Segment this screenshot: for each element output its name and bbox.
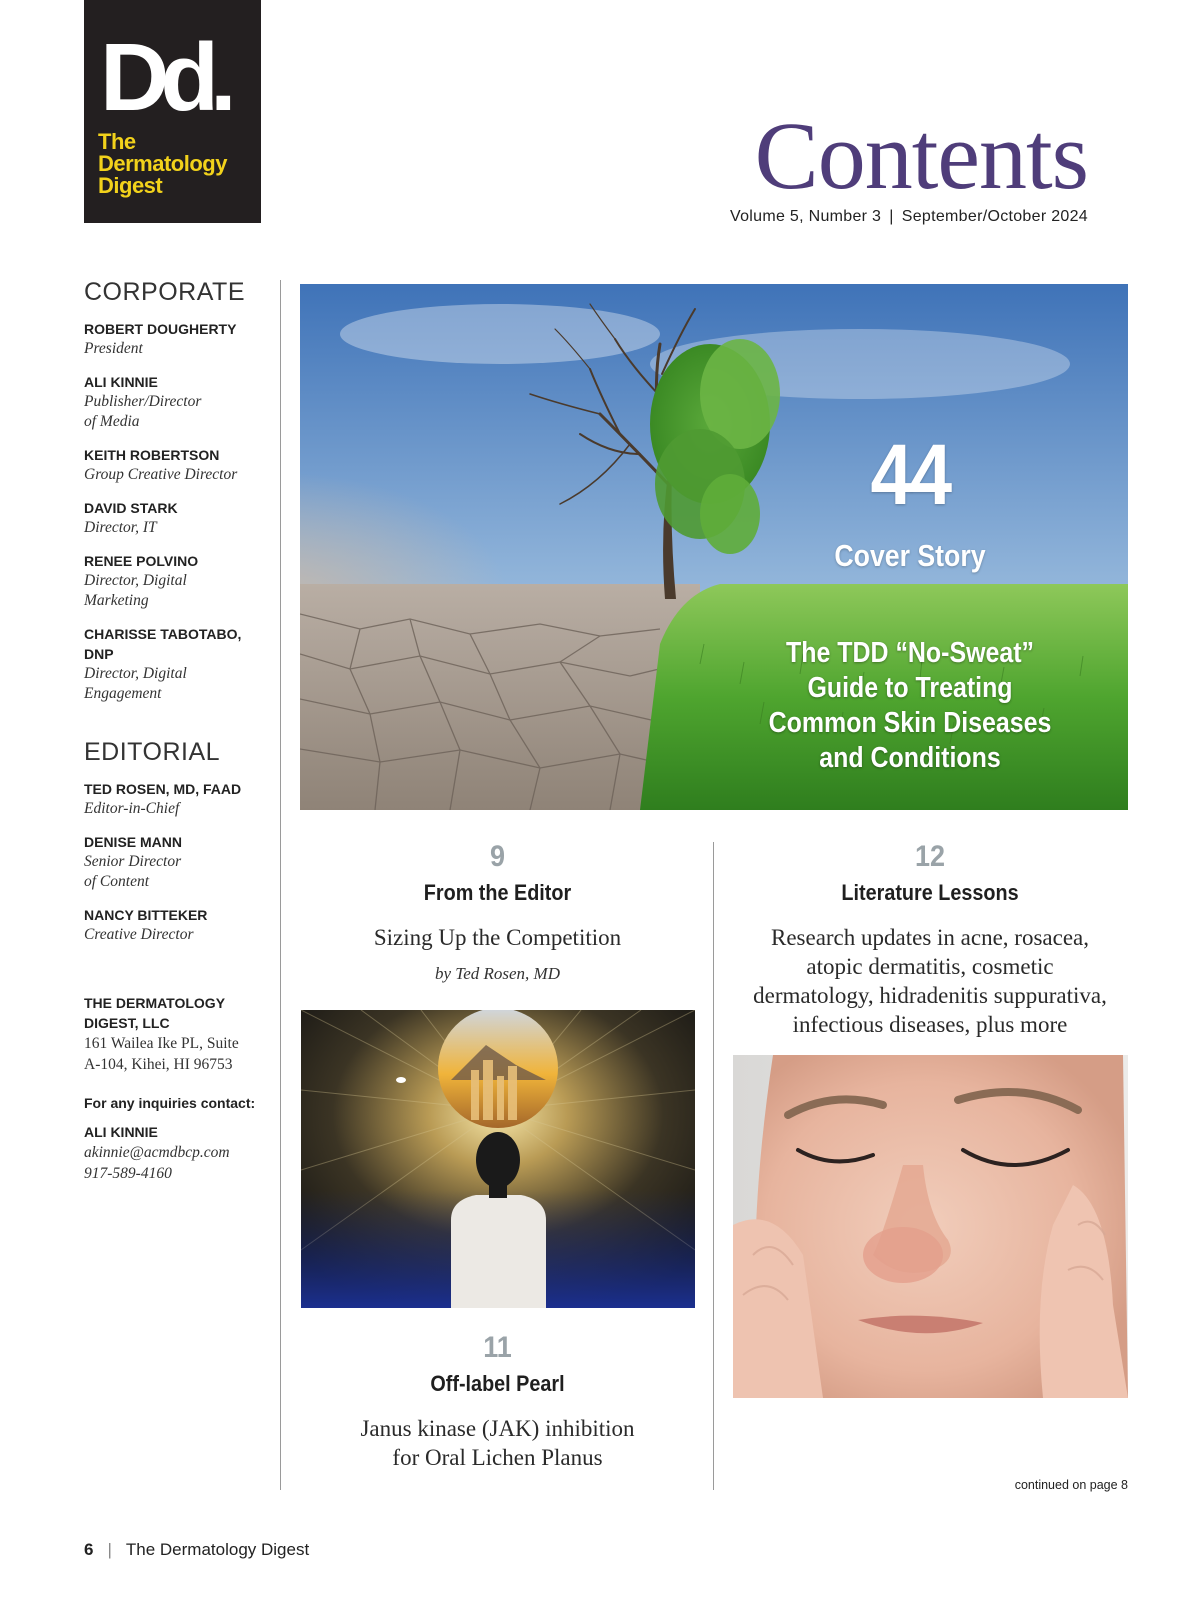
logo-wordmark	[98, 131, 227, 197]
staff-entry	[84, 551, 269, 611]
staff-entry	[84, 624, 269, 704]
article-literature-lessons[interactable]	[730, 842, 1130, 1039]
article-deck	[300, 1414, 695, 1472]
staff-name: KEITH ROBERTSON	[84, 447, 220, 463]
issue-date: September/October 2024	[901, 208, 1088, 225]
footer-separator: |	[107, 1540, 112, 1559]
article-department: Off-label Pearl	[430, 1371, 565, 1396]
staff-role: Director, IT	[84, 519, 157, 536]
staff-role: Publisher/Director of Media	[84, 393, 202, 430]
page-footer	[84, 1540, 309, 1560]
column-divider	[713, 842, 714, 1490]
page-title: Contents	[754, 102, 1088, 209]
staff-entry	[84, 372, 269, 432]
company-address-line-2: A-104, Kihei, HI 96753	[84, 1056, 233, 1073]
staff-name: ROBERT DOUGHERTY	[84, 321, 237, 337]
article-deck-line-1: Janus kinase (JAK) inhibition	[360, 1416, 635, 1441]
editorial-heading: EDITORIAL	[84, 738, 221, 766]
column-divider	[280, 280, 281, 1490]
contact-name: ALI KINNIE	[84, 1124, 158, 1140]
corporate-heading: CORPORATE	[84, 278, 245, 306]
footer-publication: The Dermatology Digest	[125, 1540, 310, 1559]
staff-entry	[84, 905, 269, 945]
masthead-sidebar	[84, 278, 269, 1184]
article-deck: Sizing Up the Competition	[373, 925, 622, 950]
company-name-line-1: THE DERMATOLOGY	[84, 995, 226, 1011]
company-name-line-2: DIGEST, LLC	[84, 1015, 170, 1031]
cover-headline-line-3: Common Skin Diseases	[768, 707, 1052, 739]
logo-line-3: Digest	[98, 173, 163, 198]
editor-illustration	[301, 1010, 695, 1308]
publication-logo	[84, 0, 261, 223]
cover-headline-line-2: Guide to Treating	[807, 672, 1013, 704]
article-department: Literature Lessons	[841, 880, 1019, 905]
staff-name: ALI KINNIE	[84, 374, 158, 390]
article-deck-line-3: dermatology, hidradenitis suppurativa,	[753, 983, 1107, 1008]
staff-name: NANCY BITTEKER	[84, 907, 208, 923]
footer-page-number: 6	[84, 1540, 94, 1559]
article-page-number: 12	[914, 840, 946, 873]
article-page-number: 9	[489, 840, 506, 873]
contact-email[interactable]: akinnie@acmdbcp.com	[84, 1144, 230, 1161]
article-byline: by Ted Rosen, MD	[435, 964, 560, 983]
article-deck	[730, 923, 1130, 1039]
staff-name: DAVID STARK	[84, 500, 178, 516]
company-info	[84, 993, 269, 1075]
article-deck-line-4: infectious diseases, plus more	[792, 1012, 1068, 1037]
article-deck-line-2: for Oral Lichen Planus	[392, 1445, 603, 1470]
staff-role: Director, Digital Marketing	[84, 572, 187, 609]
issue-separator: |	[889, 208, 894, 225]
logo-mark: Dd.	[100, 24, 228, 131]
cover-headline-line-4: and Conditions	[819, 742, 1001, 774]
staff-name: TED ROSEN, MD, FAAD	[84, 781, 242, 797]
cover-page-number: 44	[870, 427, 950, 523]
contact-heading: For any inquiries contact:	[84, 1095, 256, 1111]
staff-entry	[84, 319, 269, 359]
staff-role: President	[84, 340, 143, 357]
volume-number: Volume 5, Number 3	[730, 208, 882, 225]
article-department: From the Editor	[423, 880, 572, 905]
staff-entry	[84, 445, 269, 485]
article-deck-line-1: Research updates in acne, rosacea,	[770, 925, 1089, 950]
article-off-label-pearl[interactable]	[300, 1333, 695, 1472]
cover-headline	[747, 636, 1074, 776]
staff-role: Director, Digital Engagement	[84, 665, 187, 702]
staff-name: CHARISSE TABOTABO, DNP	[84, 626, 242, 662]
continued-note[interactable]: continued on page 8	[1014, 1478, 1128, 1492]
staff-role: Group Creative Director	[84, 466, 238, 483]
article-deck-line-2: atopic dermatitis, cosmetic	[806, 954, 1054, 979]
contact-info	[84, 1093, 269, 1184]
cover-headline-line-1: The TDD “No-Sweat”	[785, 637, 1035, 669]
cover-story-image[interactable]	[300, 284, 1128, 810]
staff-entry	[84, 498, 269, 538]
company-address-line-1: 161 Wailea Ike PL, Suite	[84, 1035, 239, 1052]
cover-story-label: Cover Story	[834, 538, 986, 573]
staff-name: DENISE MANN	[84, 834, 183, 850]
staff-role: Editor-in-Chief	[84, 800, 180, 817]
issue-line	[730, 208, 1088, 226]
article-from-the-editor[interactable]	[300, 842, 695, 984]
staff-name: RENEE POLVINO	[84, 553, 199, 569]
staff-entry	[84, 779, 269, 819]
staff-entry	[84, 832, 269, 892]
staff-role: Senior Director of Content	[84, 853, 182, 890]
staff-role: Creative Director	[84, 926, 194, 943]
article-page-number: 11	[483, 1331, 512, 1364]
logo-line-2: Dermatology	[98, 151, 227, 176]
logo-line-1: The	[98, 129, 136, 154]
literature-photo	[733, 1055, 1128, 1398]
contact-phone: 917-589-4160	[84, 1165, 172, 1182]
